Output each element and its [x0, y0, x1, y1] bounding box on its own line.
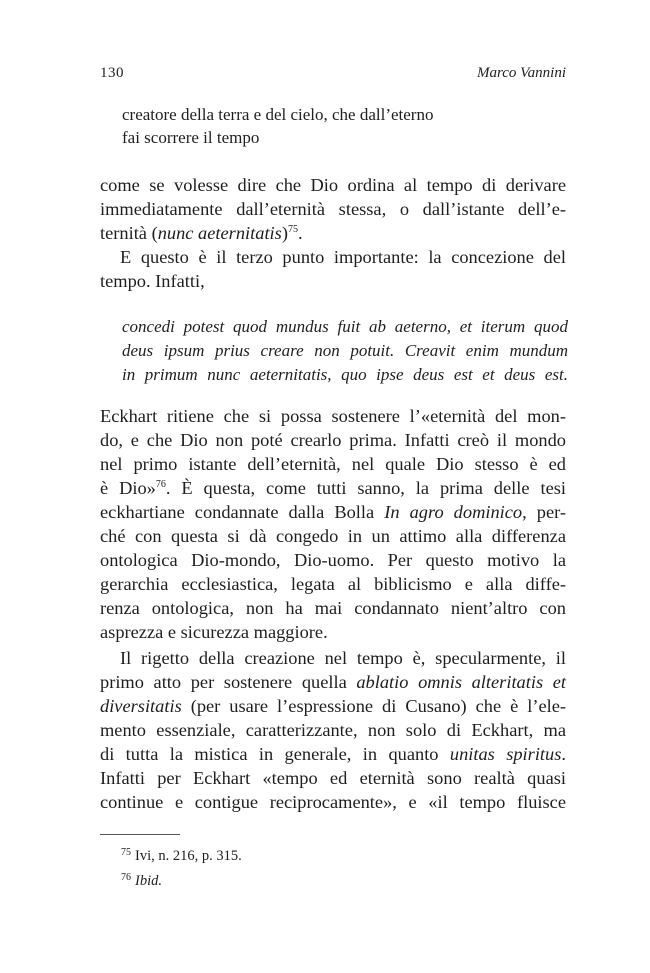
text-line: ternità (nunc aeternitatis)$^{75}$.: [100, 223, 303, 243]
text-line: renza ontologica, non ha mai condannato nient’altro con: [100, 598, 566, 618]
footnotes: [121, 842, 242, 892]
text-line: continue e contigue reciprocamente», e «il tempo fluisce: [100, 792, 566, 812]
text-line: asprezza e sicurezza maggiore.: [100, 622, 328, 642]
verse-line: fai scorrere il tempo: [122, 128, 260, 147]
paragraph-3: [100, 404, 566, 644]
footnote-mark: 76: [121, 872, 131, 883]
text-line: E questo è il terzo punto importante: la concezione del: [120, 247, 566, 267]
footnote-76: [121, 867, 242, 892]
text-line: ché con questa si dà congedo in un attimo alla differenza: [100, 526, 566, 546]
footnote-ref-75: 75: [287, 224, 298, 235]
text-line: immediatamente dall’eternità stessa, o dall’istante dell’e-: [100, 199, 566, 219]
paragraph-4: [100, 646, 566, 814]
verse-quote: [122, 103, 542, 149]
text-line: Il rigetto della creazione nel tempo è, specularmente, il: [120, 648, 566, 668]
text-line: di tutta la mistica in generale, in quanto unitas spiritus.: [100, 744, 567, 764]
paragraph-2: [100, 245, 566, 293]
italic-term: ablatio omnis alteritatis et: [356, 672, 567, 692]
footnote-mark: 75: [121, 847, 131, 858]
footnote-text: Ibid.: [135, 873, 162, 889]
quote-line: concedi potest quod mundus fuit ab aeterno, et iterum quod: [122, 317, 568, 336]
running-head-author: Marco Vannini: [476, 65, 566, 81]
page-header: [100, 65, 566, 87]
footnote-ref-76: 76: [155, 479, 166, 490]
footnote-text: Ivi, n. 216, p. 315.: [135, 848, 242, 864]
verse-line: creatore della terra e del cielo, che dall’eterno: [122, 105, 434, 124]
quote-line: deus ipsum prius creare non potuit. Creavit enim mundum: [122, 341, 568, 360]
text-line: tempo. Infatti,: [100, 271, 205, 291]
latin-quote: [122, 315, 568, 387]
text-line: nel primo istante dell’eternità, nel quale Dio stesso è ed: [100, 454, 566, 474]
text-line: diversitatis (per usare l’espressione di Cusano) che è l’ele-: [100, 696, 566, 716]
text-line: Infatti per Eckhart «tempo ed eternità sono realtà quasi: [100, 768, 566, 788]
italic-term: diversitatis: [100, 696, 182, 716]
text-line: gerarchia ecclesiastica, legata al biblicismo e alla diffe-: [100, 574, 566, 594]
text-line: primo atto per sostenere quella ablatio omnis alteritatis et: [100, 672, 567, 692]
italic-term: unitas spiritus: [449, 744, 562, 764]
text-line: mento essenziale, caratterizzante, non solo di Eckhart, ma: [100, 720, 566, 740]
footnote-separator: [100, 834, 180, 835]
page-number: 130: [100, 65, 124, 81]
text-line: come se volesse dire che Dio ordina al tempo di derivare: [100, 175, 566, 195]
footnote-75: [121, 842, 242, 867]
quote-line: in primum nunc aeternitatis, quo ipse deus est et deus est.: [122, 365, 568, 384]
text-line: do, e che Dio non poté crearlo prima. Infatti creò il mondo: [100, 430, 566, 450]
text-line: eckhartiane condannate dalla Bolla In agro dominico, per-: [100, 502, 566, 522]
italic-term: nunc aeternitatis: [157, 223, 282, 243]
text-line: Eckhart ritiene che si possa sostenere l’«eternità del mon-: [100, 406, 566, 426]
text-line: è Dio»$^{76}$. È questa, come tutti sanno, la prima delle tesi: [100, 478, 566, 498]
paragraph-1: [100, 173, 566, 245]
text-line: ontologica Dio-mondo, Dio-uomo. Per questo motivo la: [100, 550, 566, 570]
italic-term: In agro dominico: [384, 502, 523, 522]
